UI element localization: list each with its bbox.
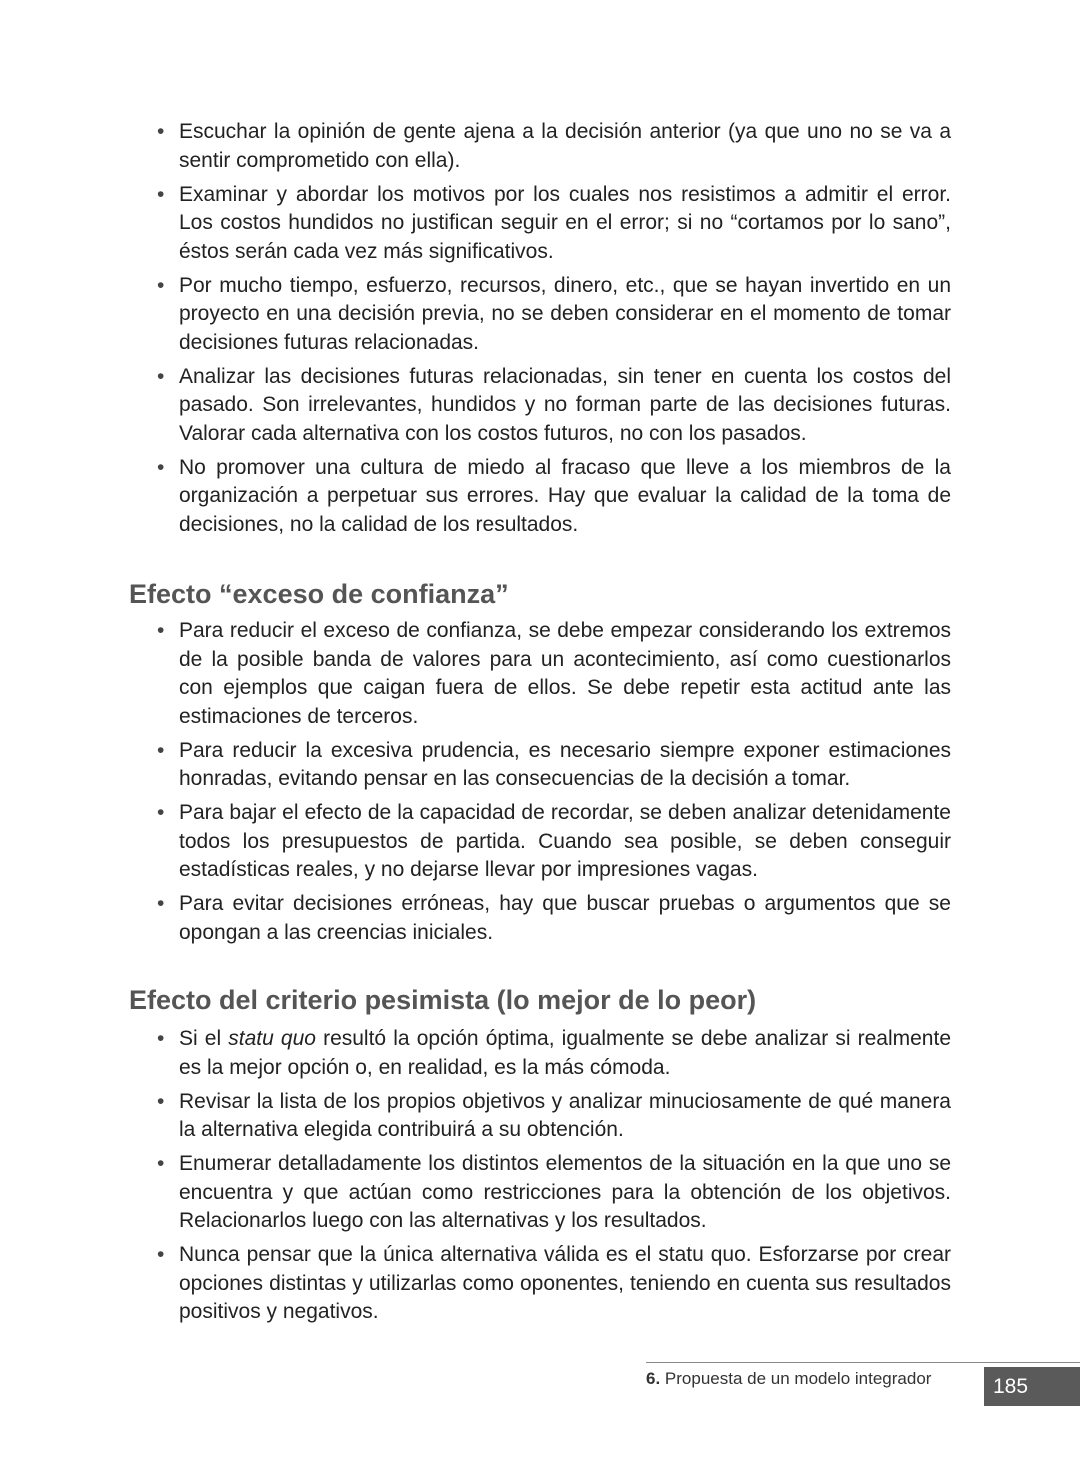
chapter-title: Propuesta de un modelo integrador [664, 1369, 932, 1388]
list-item: • Para bajar el efecto de la capacidad de recordar, se deben analizar detenidamente todos los presupuestos de partida. Cuando sea posible, se deben conseguir estadísticas reales, y no dejarse llevar por impresiones vagas. [179, 799, 951, 885]
list-item: • Enumerar detalladamente los distintos elementos de la situación en la que uno se encuentra y que actúan como restricciones para la obtención de los objetivos. Relacionarlos luego con las alternativas y los resultados. [179, 1150, 951, 1236]
criterio-pesimista-bullet-list [0, 1025, 1080, 1327]
list-item: • Analizar las decisiones futuras relacionadas, sin tener en cuenta los costos del pasado. Son irrelevantes, hundidos y no forman parte de las decisiones futuras. Valorar cada alternativa con los costos futuros, no con los pasados. [179, 363, 951, 449]
section-heading-criterio-pesimista: Efecto del criterio pesimista (lo mejor de lo peor) [129, 985, 757, 1015]
chapter-number: 6. [646, 1369, 661, 1388]
list-item: • Examinar y abordar los motivos por los cuales nos resistimos a admitir el error. Los costos hundidos no justifican seguir en el error; si no “cortamos por lo sano”, éstos serán cada vez más significativos. [179, 181, 951, 267]
item-text-prefix: Si el [179, 1027, 229, 1050]
list-item: • Para reducir el exceso de confianza, se debe empezar considerando los extremos de la posible banda de valores para un acontecimiento, así como cuestionarlos con ejemplos que caigan fuera de ellos. Se debe repetir esta actitud ante las estimaciones de terceros. [179, 617, 951, 731]
intro-bullet-list [0, 118, 1080, 539]
exceso-confianza-bullet-list [0, 617, 1080, 947]
list-item: • Por mucho tiempo, esfuerzo, recursos, dinero, etc., que se hayan invertido en un proyecto en una decisión previa, no se deben considerar en el momento de tomar decisiones futuras relacionadas. [179, 272, 951, 358]
list-item: • Para evitar decisiones erróneas, hay que buscar pruebas o argumentos que se opongan a las creencias iniciales. [179, 890, 951, 947]
footer-divider [646, 1362, 1080, 1363]
item-text-suffix: resultó la opción óptima, igualmente se debe analizar si realmente es la mejor opción o, en realidad, es la más cómoda. [179, 1027, 952, 1079]
list-item: • No promover una cultura de miedo al fracaso que lleve a los miembros de la organización a perpetuar sus errores. Hay que evaluar la calidad de la toma de decisiones, no la calidad de los resultados. [179, 454, 951, 540]
item-text-emphasis: statu quo [228, 1027, 316, 1050]
list-item: • Revisar la lista de los propios objetivos y analizar minuciosamente de qué manera la alternativa elegida contribuirá a su obtención. [179, 1088, 951, 1145]
running-footer [646, 1368, 950, 1390]
page-content [0, 118, 1080, 1332]
list-item: • Nunca pensar que la única alternativa válida es el statu quo. Esforzarse por crear opciones distintas y utilizarlas como oponentes, teniendo en cuenta sus resultados positivos y negativos. [179, 1241, 951, 1327]
list-item: • Para reducir la excesiva prudencia, es necesario siempre exponer estimaciones honradas, evitando pensar en las consecuencias de la decisión a tomar. [179, 737, 951, 794]
list-item [179, 1025, 951, 1082]
section-heading-exceso-confianza: Efecto “exceso de confianza” [129, 579, 509, 609]
list-item: • Escuchar la opinión de gente ajena a la decisión anterior (ya que uno no se va a sentir comprometido con ella). [179, 118, 951, 175]
page-number: 185 [984, 1367, 1080, 1406]
